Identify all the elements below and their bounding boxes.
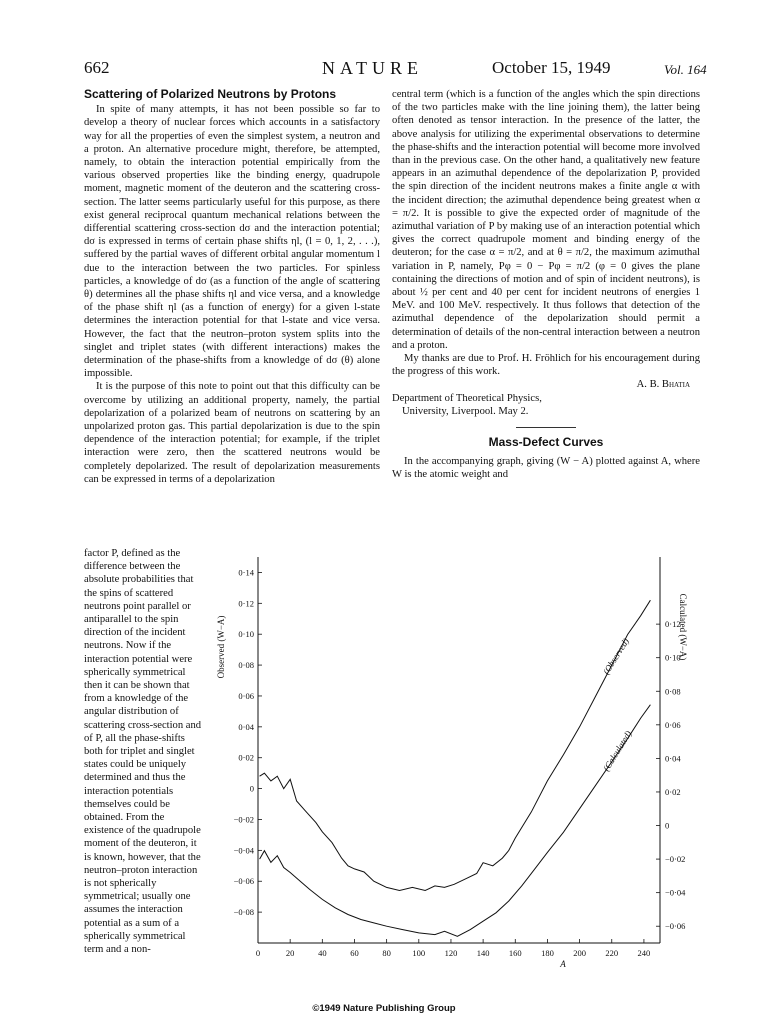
x-tick-label: 120	[444, 948, 458, 958]
article1-title: Scattering of Polarized Neutrons by Protons	[84, 87, 337, 101]
article2-paragraph-1: In the accompanying graph, giving (W − A) plotted against A, where W is the atomic weight and	[392, 456, 700, 481]
series-annotation-calculated: (Calculated)	[600, 728, 634, 773]
right-tick-label: 0·10	[665, 652, 681, 663]
article1-right-paragraph-1: central term (which is a function of the angles which the spin directions of the two particles make with the line joining them), the latter being often denoted as tensor interaction. In the presence of the latter, the above analysis for utilizing the experimental observations to determine the phase-shifts and the interaction potential will become more involved than in the previous case. On the other hand, a qualitatively new feature appears in an azimuthal dependence of the depolarization P, provided the spin direction of the incident neutrons makes a finite angle α with the incident direction; the azimuthal dependence being greatest when α = π/2. It is possible to give the expected order of magnitude of the azimuthal variation of P by making use of an interaction potential which gives the correct quadrupole moment and binding energy of the deuteron; for the case α = π/2, and at θ = π/2, the maximum azimuthal variation in P, namely, Pφ = 0 − Pφ = π/2 (φ = 0 gives the plane containing the directions of motion and of spin of incident neutrons), is about ½ per cent and 40 per cent for incident neutrons of energies 1 MeV. and 100 MeV. respectively. It thus follows that detection of the azimuthal dependence of the depolarization should permit a determination of details of the non-central interaction between a neutron and a proton.	[392, 89, 700, 351]
author-affiliation-1: Department of Theoretical Physics,	[392, 392, 542, 404]
left-tick-label: −0·04	[233, 845, 254, 856]
section-divider	[516, 427, 576, 428]
x-tick-label: 200	[573, 948, 586, 958]
mass-defect-chart	[212, 547, 688, 987]
copyright-footer: ©1949 Nature Publishing Group	[312, 1003, 456, 1014]
x-tick-label: 180	[541, 948, 554, 958]
right-tick-label: 0	[665, 820, 670, 831]
left-tick-label: 0·08	[238, 660, 254, 671]
article1-right-paragraph-2: My thanks are due to Prof. H. Fröhlich for his encouragement during the progress of this work.	[392, 353, 700, 378]
left-tick-label: 0	[249, 783, 254, 794]
series-line-observed	[260, 600, 651, 890]
x-tick-label: 160	[508, 948, 522, 958]
page-number: 662	[84, 58, 110, 77]
right-tick-label: −0·06	[665, 921, 686, 932]
right-axis-label: Calculated (W−A)	[678, 593, 688, 661]
right-tick-label: −0·04	[665, 887, 686, 898]
x-tick-label: 20	[285, 948, 295, 958]
right-tick-label: −0·02	[665, 854, 686, 865]
x-tick-label: 140	[476, 948, 490, 958]
chart-axes	[258, 557, 660, 943]
right-tick-label: 0·02	[665, 786, 681, 797]
issue-date: October 15, 1949	[492, 58, 611, 77]
left-tick-label: 0·06	[238, 690, 254, 701]
series-line-calculated	[260, 705, 651, 937]
right-tick-label: 0·08	[665, 686, 681, 697]
x-tick-label: 80	[382, 948, 391, 958]
left-tick-label: 0·14	[238, 567, 254, 578]
left-tick-label: −0·06	[233, 876, 254, 887]
right-tick-label: 0·12	[665, 619, 681, 630]
article1-paragraph-1: In spite of many attempts, it has not been possible so far to develop a theory of nuclear forces which accounts in a satisfactory way for all the properties of even the simplest system, a neutron and a proton. An alternative procedure might, therefore, be attempted, namely, to obtain the interaction potential empirically from the various observed properties like the binding energy, quadrupole moment, magnetic moment of the deuteron and the scattering cross-section. The latter seems particularly useful for this purpose, as there exist general reciprocal quantum mechanical relations between the differential scattering cross-section dσ and the interaction potential; dσ is expressed in terms of certain phase shifts ηl, (l = 0, 1, 2, . . .), suffered by the partial waves of different orbital angular momentum l due to the interaction between the two particles. For spinless particles, a knowledge of dσ (as a function of the angle of scattering θ) determines all the phase shifts ηl and vice versa, and a knowledge of the phase shift ηl (as a function of energy) for a given l-state determines the interaction potential for that l-state and vice versa. However, the fact that the neutron–proton system splits into the singlet and triplet states (with different interactions) makes the determination of the phase-shifts from a knowledge of dσ (θ) alone impossible.	[84, 104, 380, 380]
right-tick-label: 0·04	[665, 753, 681, 764]
author-affiliation-2: University, Liverpool. May 2.	[402, 405, 529, 417]
chart-series	[260, 600, 651, 936]
x-axis-label: A	[560, 959, 566, 969]
x-tick-label: 0	[255, 948, 261, 958]
left-tick-label: −0·02	[233, 814, 254, 825]
right-tick-label: 0·06	[665, 719, 681, 730]
left-column	[84, 88, 380, 486]
author-name: A. B. Bhatia	[636, 379, 690, 391]
left-tick-label: −0·08	[233, 907, 254, 918]
chart-labels	[216, 567, 688, 969]
left-tick-label: 0·12	[238, 598, 254, 609]
right-column	[392, 88, 700, 482]
article1-narrow-column: factor P, defined as the difference between the absolute probabilities that the spins of scattered neutrons point parallel or antiparallel to the spin direction of the incident neutrons. Now if the interaction potential were spherically symmetrical then it can be shown that from a knowledge of the angular distribution of scattering cross-section and of P, all the phase-shifts both for triplet and singlet states could be uniquely determined and thus the interaction potentials themselves could be obtained. From the existence of the quadrupole moment of the deuteron, it is known, however, that the neutron–proton interaction is not spherically symmetrical; usually one assumes the interaction potential as a sum of a spherically symmetrical term and a non-	[84, 548, 202, 956]
article1-paragraph-2: It is the purpose of this note to point out that this difficulty can be overcome by utilizing an additional property, namely, the partial depolarization of a polarized beam of neutrons on scattering by an unpolarized proton gas. This partial depolarization is due to the spin dependence of the interaction potential; for example, if the triplet interaction were zero, then the scattered neutrons would be completely depolarized. The result of depolarization measurements can be expressed in terms of a depolarization	[84, 381, 380, 485]
left-tick-label: 0·04	[238, 721, 254, 732]
journal-title: NATURE	[322, 58, 423, 78]
series-annotation-observed: (Observed)	[600, 636, 631, 677]
left-tick-label: 0·02	[238, 752, 254, 763]
left-tick-label: 0·10	[238, 629, 254, 640]
x-tick-label: 60	[350, 948, 359, 958]
x-tick-label: 240	[637, 948, 651, 958]
x-tick-label: 220	[605, 948, 619, 958]
x-tick-label: 100	[412, 948, 426, 958]
left-axis-label: Observed (W−A)	[216, 615, 226, 679]
x-tick-label: 40	[318, 948, 327, 958]
volume: Vol. 164	[664, 62, 707, 77]
article2-title: Mass-Defect Curves	[488, 435, 604, 450]
